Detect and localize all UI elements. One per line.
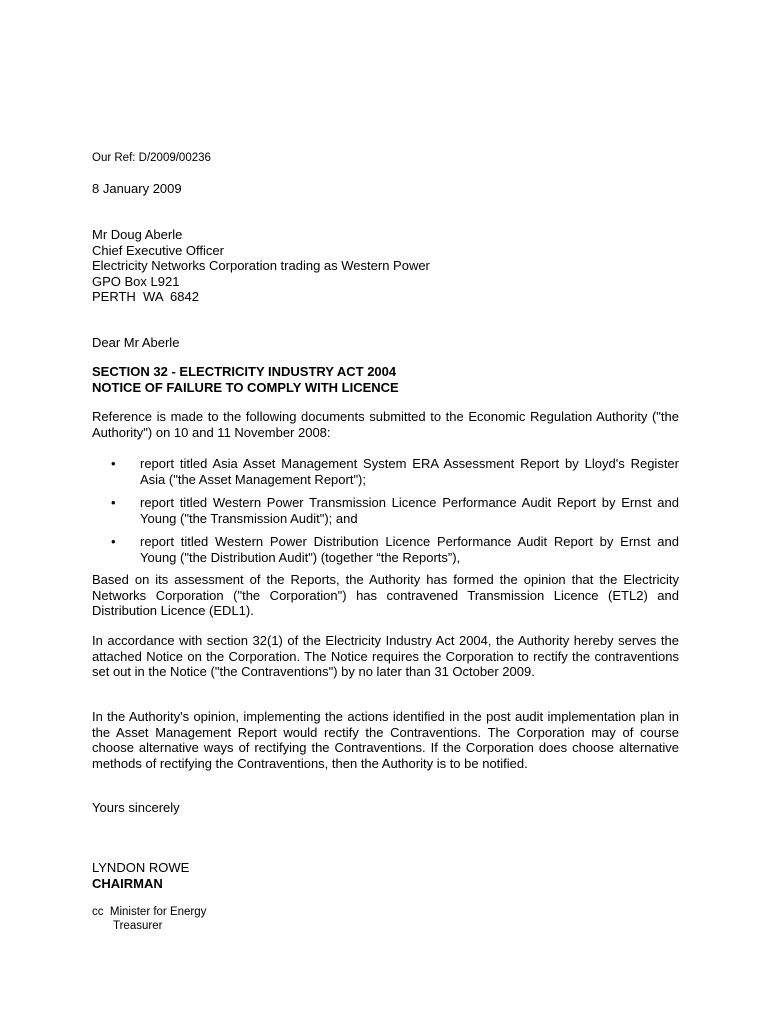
list-item-text: report titled Western Power Transmission Licence Performance Audit Report by Ernst and Young ("the Transmission Audit"); and [140, 495, 679, 526]
list-item [92, 495, 679, 526]
recipient-name: Mr Doug Aberle [92, 227, 183, 242]
list-item-text: report titled Asia Asset Management System ERA Assessment Report by Lloyd's Register Asia ("the Asset Management Report"); [140, 456, 679, 487]
signer-title: CHAIRMAN [92, 875, 163, 891]
recipient-city: PERTH WA 6842 [92, 289, 199, 304]
recipient-po-box: GPO Box L921 [92, 273, 180, 289]
letter-heading [92, 364, 399, 395]
bullet-icon: • [111, 534, 116, 549]
recipient-organisation: Electricity Networks Corporation trading as Western Power [92, 258, 430, 273]
recipient-address [92, 227, 430, 305]
opinion-paragraph: In the Authority's opinion, implementing the actions identified in the post audit implementation plan in the Asset Management Report would rectify the Contraventions. The Corporation may of course choose alternative ways of rectifying the Contraventions. If the Corporation does choose alternative methods of rectifying the Contraventions, then the Authority is to be notified. [92, 709, 679, 771]
recipient-position: Chief Executive Officer [92, 242, 224, 258]
document-list [92, 456, 679, 573]
cc-list [92, 905, 206, 933]
heading-line-2: NOTICE OF FAILURE TO COMPLY WITH LICENCE [92, 379, 399, 395]
cc-line-1: cc Minister for Energy [92, 906, 207, 918]
signer-name: LYNDON ROWE [92, 860, 190, 875]
intro-paragraph: Reference is made to the following documents submitted to the Economic Regulation Authority ("the Authority") on 10 and 11 November 2008: [92, 409, 679, 440]
heading-line-1: SECTION 32 - ELECTRICITY INDUSTRY ACT 2004 [92, 364, 397, 379]
cc-line-2: Treasurer [113, 920, 163, 932]
salutation: Dear Mr Aberle [92, 335, 180, 350]
list-item-text: report titled Western Power Distribution Licence Performance Audit Report by Ernst and Young ("the Distribution Audit") (together “the Reports”), [140, 534, 679, 565]
closing-line: Yours sincerely [92, 800, 180, 815]
signature-block [92, 860, 189, 891]
notice-paragraph: In accordance with section 32(1) of the Electricity Industry Act 2004, the Authority hereby serves the attached Notice on the Corporation. The Notice requires the Corporation to rectify the contraventions set out in the Notice ("the Contraventions") by no later than 31 October 2009. [92, 633, 679, 679]
assessment-paragraph: Based on its assessment of the Reports, the Authority has formed the opinion that the Electricity Networks Corporation ("the Corporation") has contravened Transmission Licence (ETL2) and Distribution Licence (EDL1). [92, 572, 679, 618]
reference-number: Our Ref: D/2009/00236 [92, 152, 211, 164]
bullet-icon: • [111, 456, 116, 471]
letter-date: 8 January 2009 [92, 181, 182, 196]
bullet-icon: • [111, 495, 116, 510]
list-item [92, 534, 679, 565]
list-item [92, 456, 679, 487]
